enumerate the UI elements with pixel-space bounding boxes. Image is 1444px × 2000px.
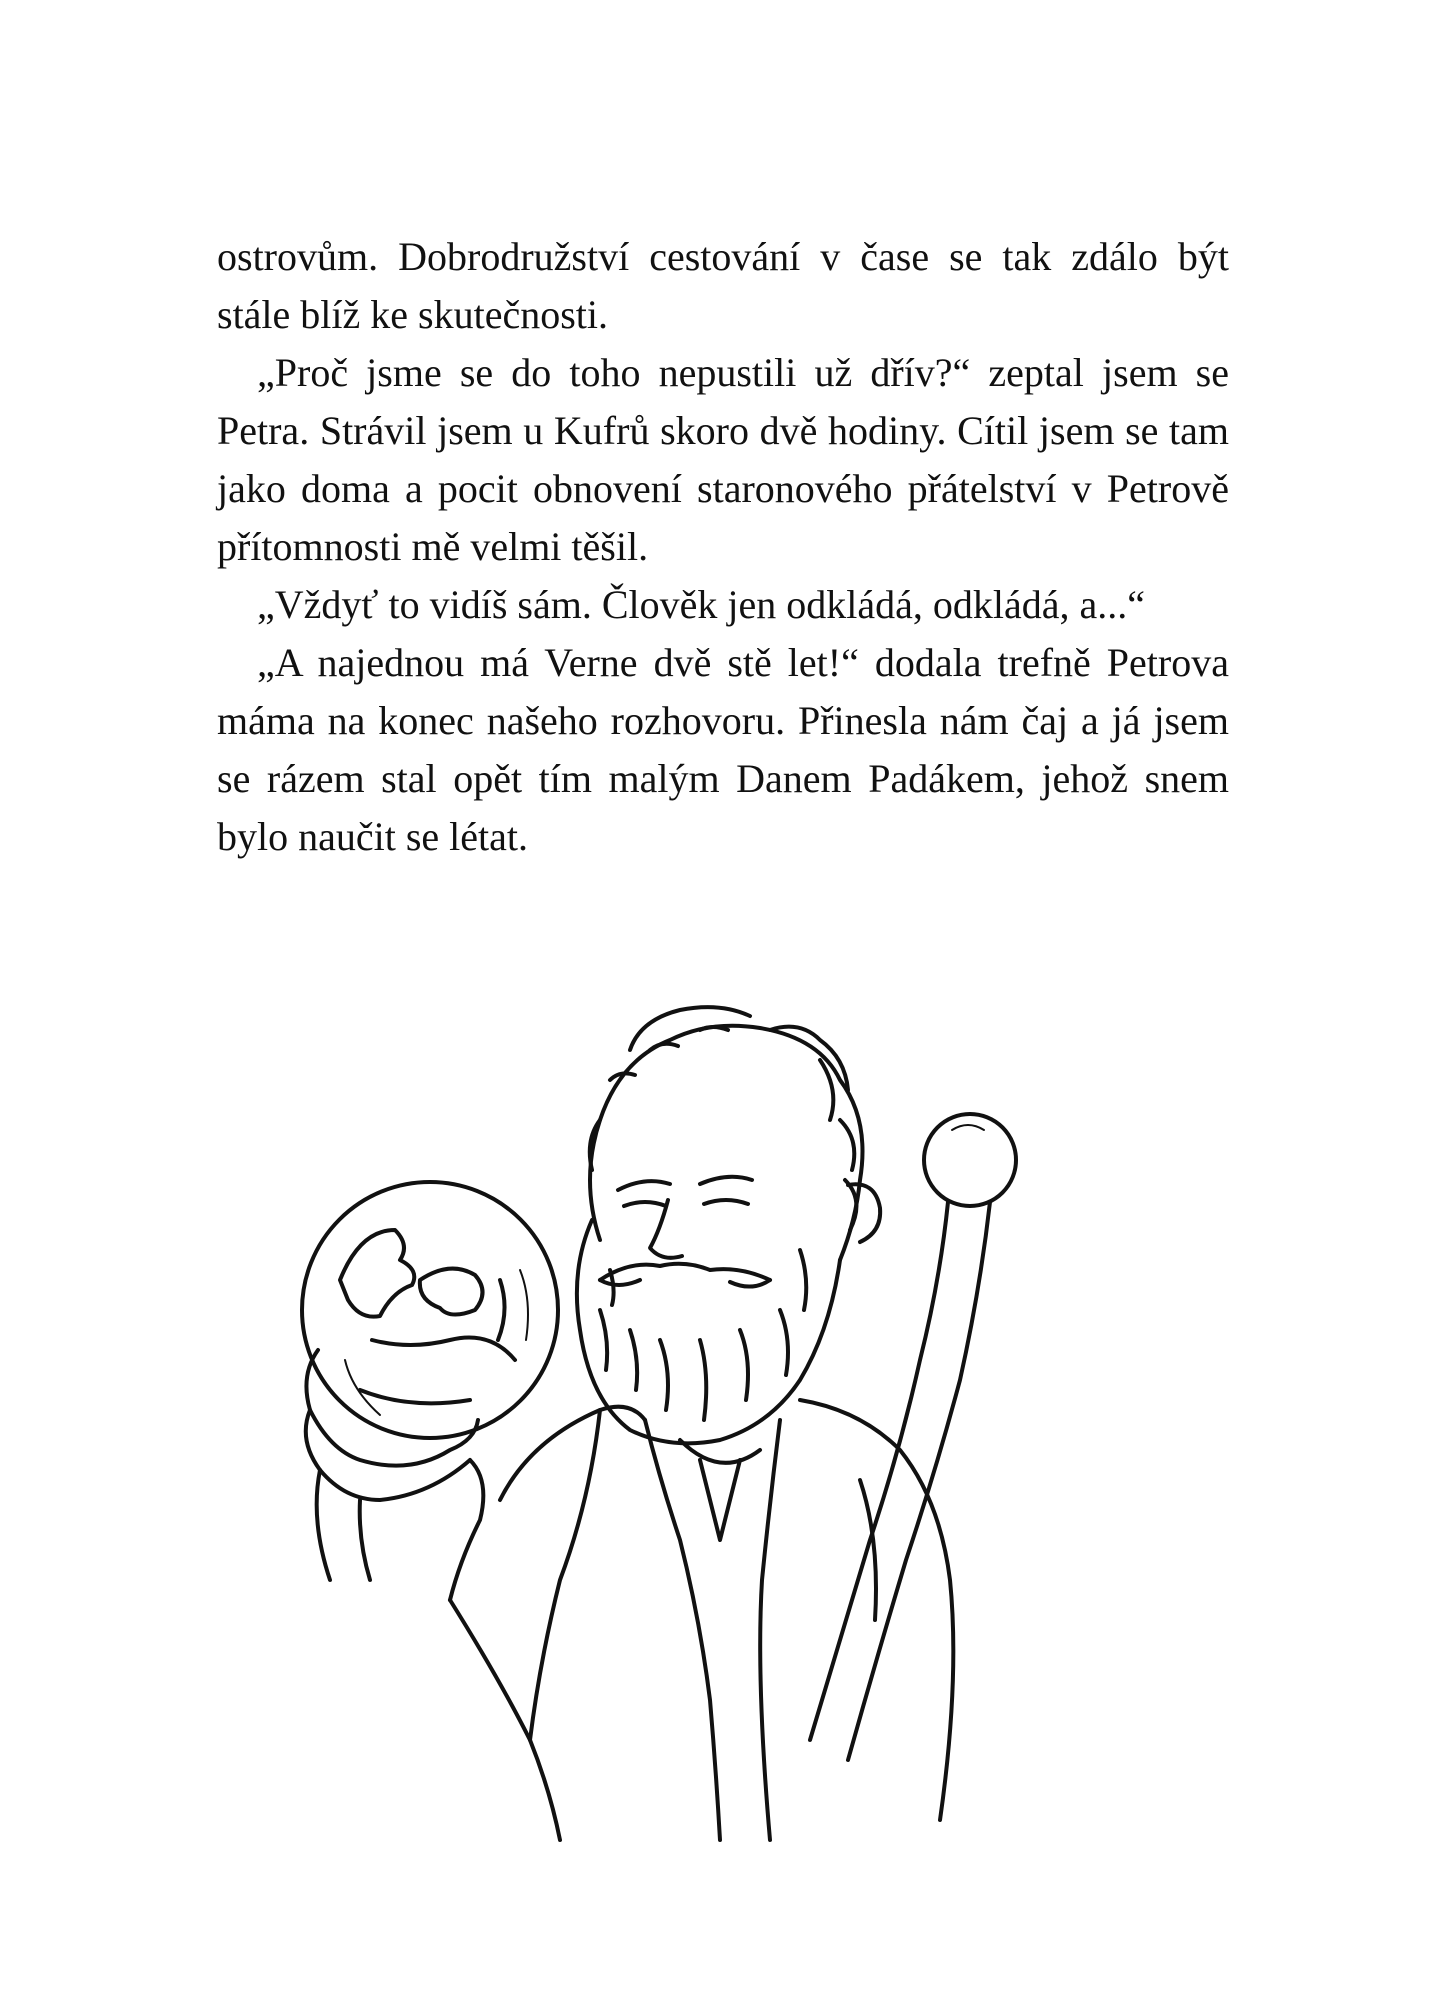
paragraph-1: ostrovům. Dobrodružství cestování v čase se tak zdálo být stále blíž ke skutečnosti. — [217, 234, 1229, 337]
illustration-man-with-globe — [300, 980, 1140, 1850]
paragraph-4: „A najednou má Verne dvě stě let!“ dodala trefně Petrova máma na konec našeho rozhovoru. Přinesla nám čaj a já jsem se rázem stal opět tím malým Danem Padákem, jehož snem bylo naučit se létat. — [217, 640, 1229, 859]
coat-drawing — [450, 1400, 953, 1840]
paragraph-2: „Proč jsme se do toho nepustili už dřív?“ zeptal jsem se Petra. Strávil jsem u Kufrů skoro dvě hodiny. Cítil jsem se tam jako doma a pocit obnovení staronového přátelství v Petrově přítomnosti mě velmi těšil. — [217, 350, 1229, 569]
globe-drawing — [302, 1182, 558, 1438]
head-drawing — [590, 1007, 880, 1286]
beard-drawing — [577, 1220, 840, 1443]
cane-drawing — [810, 1114, 1016, 1760]
illustration-drawing — [300, 980, 1140, 1850]
paragraph-3: „Vždyť to vidíš sám. Člověk jen odkládá, odkládá, a...“ — [257, 582, 1145, 627]
body-text — [217, 228, 1229, 866]
